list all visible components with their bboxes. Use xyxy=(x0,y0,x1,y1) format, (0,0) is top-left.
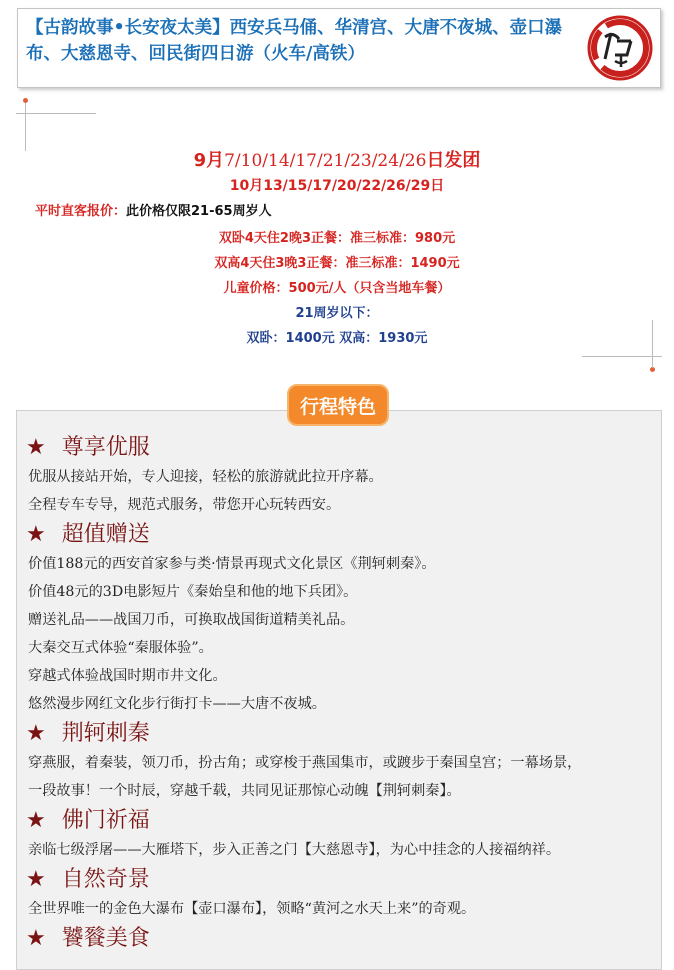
section-line: 亲临七级浮屠——大雁塔下，步入正善之门【大慈恩寺】，为心中挂念的人接福纳祥。 xyxy=(28,842,561,858)
price-double-room: 双卧4天住2晚3正餐：准三标准：980元 xyxy=(218,231,456,246)
corner-line-v-top xyxy=(25,103,26,151)
section-title: ★ 尊享优服 xyxy=(26,435,150,460)
section-line: 全世界唯一的金色大瀑布【壶口瀑布】，领略“黄河之水天上来”的奇观。 xyxy=(28,901,476,917)
section-title: ★ 自然奇景 xyxy=(26,867,150,892)
section-line: 穿越式体验战国时期市井文化。 xyxy=(28,668,227,684)
tour-title: 【古韵故事•长安夜太美】西安兵马俑、华清宫、大唐不夜城、壶口瀑布、大慈恩寺、回民街四日游（火车/高铁） xyxy=(26,18,563,64)
section-line: 全程专车专导，规范式服务，带您开心玩转西安。 xyxy=(28,497,341,513)
section-title: ★ 佛门祈福 xyxy=(26,808,150,833)
price-high-speed: 双高4天住3晚3正餐：准三标准：1490元 xyxy=(214,256,460,271)
section-line: 穿燕服，着秦装，领刀币，扮古角；或穿梭于燕国集市，或踱步于秦国皇宫；一幕场景， xyxy=(28,755,582,771)
title-box xyxy=(17,8,661,88)
under21-label: 21周岁以下： xyxy=(295,306,379,321)
departure-dates-oct: 10月13/15/17/20/22/26/29日 xyxy=(229,178,445,194)
price-child: 儿童价格：500元/人（只含当地车餐） xyxy=(223,281,451,296)
under21-prices: 双卧：1400元 双高：1930元 xyxy=(246,331,428,346)
section-line: 大秦交互式体验“秦服体验”。 xyxy=(28,640,213,656)
features-badge: 行程特色 xyxy=(287,384,389,426)
section-title: ★ 超值赠送 xyxy=(26,522,150,547)
corner-line-h-top xyxy=(16,113,96,114)
section-line: 赠送礼品——战国刀币，可换取战国街道精美礼品。 xyxy=(28,612,355,628)
section-title: ★ 饕餮美食 xyxy=(26,926,150,951)
departure-dates-sept: 9月7/10/14/17/21/23/24/26日发团 xyxy=(193,150,481,171)
price-note: 平时直客报价：此价格仅限21-65周岁人 xyxy=(35,204,272,219)
corner-line-h-bottom xyxy=(582,356,662,357)
section-line: 优服从接站开始，专人迎接，轻松的旅游就此拉开序幕。 xyxy=(28,469,383,485)
section-line: 悠然漫步网红文化步行街打卡——大唐不夜城。 xyxy=(28,696,326,712)
section-title: ★ 荆轲刺秦 xyxy=(26,721,150,746)
section-line: 价值188元的西安首家参与类·情景再现式文化景区《荆轲刺秦》。 xyxy=(28,556,436,572)
section-line: 一段故事！一个时辰，穿越千载，共同见证那惊心动魄【荆轲刺秦】。 xyxy=(28,783,461,799)
section-line: 价值48元的3D电影短片《秦始皇和他的地下兵团》。 xyxy=(28,584,358,600)
seal-logo xyxy=(587,15,653,81)
